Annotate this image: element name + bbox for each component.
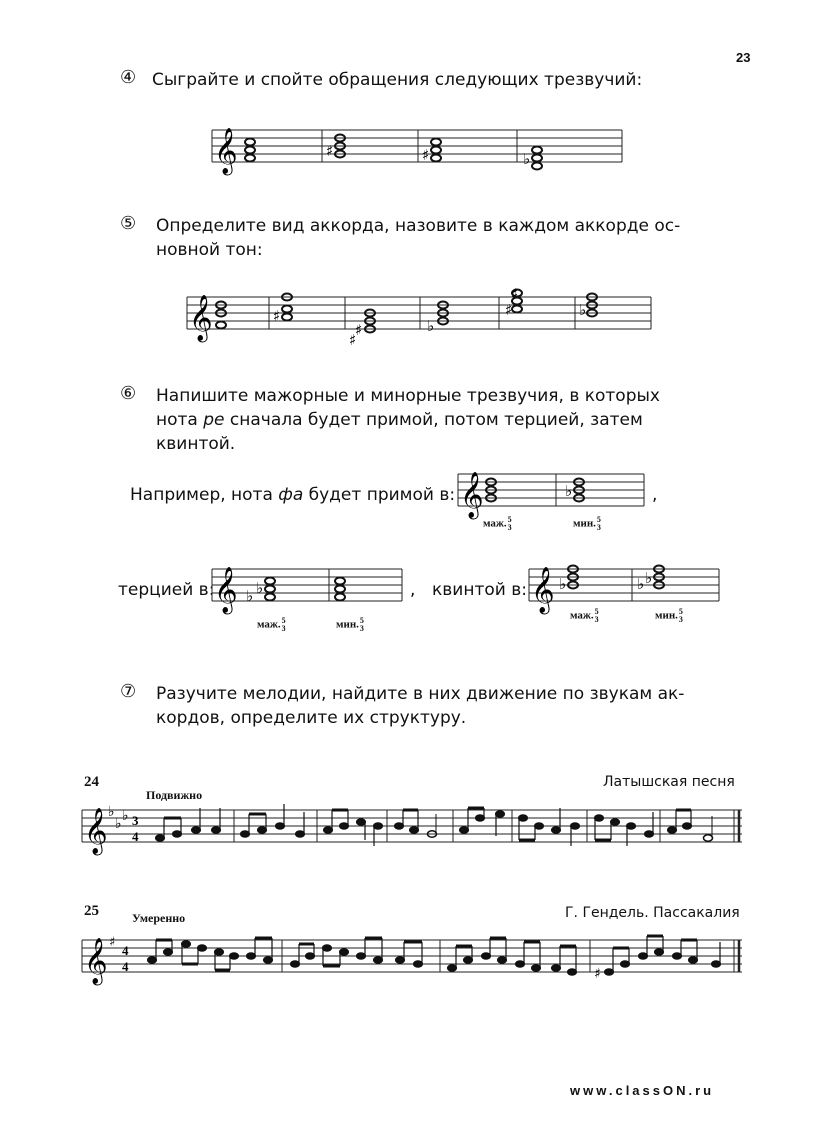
staff-ex4: [212, 120, 624, 180]
label-min-tertia: мин.5 3: [336, 616, 364, 633]
svg-text:♯: ♯: [109, 935, 116, 950]
svg-text:𝄞: 𝄞: [84, 808, 108, 854]
svg-text:𝄞: 𝄞: [460, 472, 484, 518]
svg-text:♭: ♭: [523, 150, 531, 168]
svg-text:𝄞: 𝄞: [214, 128, 238, 174]
svg-text:♯: ♯: [349, 331, 357, 349]
svg-text:𝄞: 𝄞: [214, 567, 238, 613]
staff-tertia: [212, 565, 407, 625]
svg-text:𝄞: 𝄞: [531, 567, 555, 613]
svg-text:𝄞: 𝄞: [189, 295, 213, 341]
exercise-5-number: ⑤: [120, 213, 137, 234]
tertia-comma: ,: [410, 580, 416, 600]
example-text: Например, нота фа будет примой в:: [130, 485, 456, 505]
melody-25-source: Г. Гендель. Пассакалия: [565, 905, 740, 921]
melody-25-number: 25: [84, 903, 99, 919]
svg-text:♯: ♯: [505, 301, 513, 319]
melody-24-source: Латышская песня: [603, 774, 735, 790]
svg-text:♭: ♭: [637, 575, 645, 593]
svg-text:♭: ♭: [565, 482, 573, 500]
exercise-6-line-2: нота ре сначала будет примой, потом терцией, затем: [156, 410, 643, 430]
exercise-5-line-1: Определите вид аккорда, назовите в каждом аккорде ос-: [156, 216, 681, 236]
quinta-text: квинтой в:: [432, 580, 527, 600]
svg-text:♭: ♭: [246, 587, 254, 605]
svg-text:♯: ♯: [511, 285, 519, 303]
page-number: 23: [736, 50, 751, 65]
exercise-5-line-2: новной тон:: [156, 240, 263, 260]
svg-text:♭: ♭: [122, 808, 129, 824]
melody-24-tempo: Подвижно: [146, 788, 203, 802]
svg-text:♭: ♭: [579, 301, 587, 319]
exercise-7-line-1: Разучите мелодии, найдите в них движение по звукам ак-: [156, 684, 685, 704]
exercise-7-line-2: кордов, определите их структуру.: [156, 708, 467, 728]
exercise-6-number: ⑥: [120, 383, 137, 404]
tertia-text: терцией в:: [118, 580, 215, 600]
svg-text:♭: ♭: [256, 579, 264, 597]
svg-text:♭: ♭: [559, 575, 567, 593]
staff-melody-24: [82, 800, 747, 860]
svg-text:♭: ♭: [108, 804, 115, 820]
example-comma: ,: [652, 485, 658, 505]
label-maj-prima: маж.5 3: [483, 515, 512, 532]
exercise-7-number: ⑦: [120, 681, 137, 702]
exercise-4-number: ④: [120, 67, 137, 88]
svg-text:♯: ♯: [355, 321, 363, 339]
footer-url: www.classON.ru: [570, 1083, 715, 1098]
exercise-6-line-3: квинтой.: [156, 434, 236, 454]
svg-text:♭: ♭: [427, 317, 435, 335]
svg-text:♯: ♯: [422, 146, 430, 164]
svg-text:♯: ♯: [326, 142, 334, 160]
staff-ex5: [187, 285, 657, 355]
svg-text:♯: ♯: [594, 966, 601, 982]
svg-text:𝄞: 𝄞: [84, 938, 108, 984]
m24-time-bottom: 4: [132, 829, 139, 844]
staff-quinta: [529, 565, 724, 625]
m24-time-top: 3: [132, 813, 139, 828]
svg-text:♭: ♭: [645, 569, 653, 587]
label-min-quinta: мин.5 3: [655, 607, 683, 624]
exercise-6-line-1: Напишите мажорные и минорные трезвучия, в которых: [156, 386, 660, 406]
svg-text:♭: ♭: [115, 816, 122, 832]
svg-text:♯: ♯: [273, 307, 281, 325]
staff-melody-25: [82, 930, 747, 990]
m25-time-bottom: 4: [122, 959, 129, 974]
label-maj-quinta: маж.5 3: [570, 607, 599, 624]
exercise-4-text: Сыграйте и спойте обращения следующих трезвучий:: [152, 70, 643, 90]
m25-time-top: 4: [122, 943, 129, 958]
label-min-prima: мин.5 3: [573, 515, 601, 532]
melody-25-tempo: Умеренно: [132, 911, 186, 925]
melody-24-number: 24: [84, 774, 99, 790]
label-maj-tertia: маж.5 3: [257, 616, 286, 633]
